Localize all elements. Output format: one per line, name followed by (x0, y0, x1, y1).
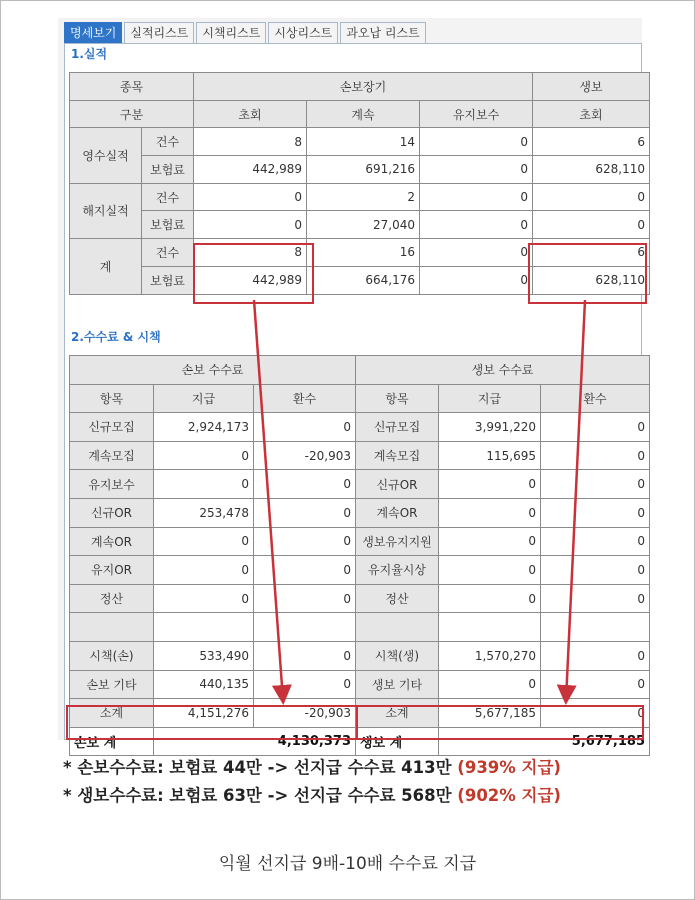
left-pay: 440,135 (154, 670, 254, 699)
right-pay: 115,695 (439, 441, 541, 470)
cell-value: 6 (533, 128, 650, 156)
life-total-value: 5,677,185 (439, 727, 650, 756)
left-item: 유지보수 (70, 470, 154, 499)
left-item: 신규OR (70, 498, 154, 527)
left-pay: 0 (154, 584, 254, 613)
header-first: 초회 (194, 100, 307, 128)
left-pay: 4,151,276 (154, 699, 254, 728)
cell-value: 6 (533, 239, 650, 267)
cell-value: 2 (307, 183, 420, 211)
right-pay: 0 (439, 527, 541, 556)
col-pay: 지급 (154, 384, 254, 413)
left-refund: 0 (254, 413, 356, 442)
group-total: 계 (70, 239, 142, 294)
right-pay: 0 (439, 470, 541, 499)
cell-value: 8 (194, 239, 307, 267)
header-renewal: 계속 (307, 100, 420, 128)
left-item: 신규모집 (70, 413, 154, 442)
cell-value: 0 (420, 128, 533, 156)
left-pay: 0 (154, 441, 254, 470)
left-item: 계속OR (70, 527, 154, 556)
row-label: 보험료 (142, 266, 194, 294)
tab-incentive-list[interactable]: 시책리스트 (196, 22, 266, 43)
right-refund: 0 (541, 527, 650, 556)
cell-value: 628,110 (533, 156, 650, 184)
row-label: 건수 (142, 239, 194, 267)
col-pay: 지급 (439, 384, 541, 413)
right-item: 정산 (356, 584, 439, 613)
header-division: 구분 (70, 100, 194, 128)
cell-value: 664,176 (307, 266, 420, 294)
right-refund: 0 (541, 641, 650, 670)
right-pay: 0 (439, 498, 541, 527)
cell-value: 0 (194, 183, 307, 211)
left-pay: 0 (154, 527, 254, 556)
note-nonlife-text: * 손보수수료: 보험료 44만 -> 선지급 수수료 413만 (63, 758, 452, 777)
cell-value: 8 (194, 128, 307, 156)
col-refund: 환수 (254, 384, 356, 413)
right-pay: 1,570,270 (439, 641, 541, 670)
right-item: 시책(생) (356, 641, 439, 670)
header-life: 생보 (533, 73, 650, 101)
right-refund: 0 (541, 498, 650, 527)
section1-title: 1.실적 (71, 47, 108, 61)
right-item: 소계 (356, 699, 439, 728)
left-refund: 0 (254, 556, 356, 585)
right-refund: 0 (541, 699, 650, 728)
right-refund: 0 (541, 670, 650, 699)
tab-award-list[interactable]: 시상리스트 (268, 22, 338, 43)
cell-value: 0 (533, 183, 650, 211)
left-refund: 0 (254, 641, 356, 670)
header-item: 종목 (70, 73, 194, 101)
row-label: 보험료 (142, 156, 194, 184)
note-life-percent: (902% 지급) (457, 786, 561, 805)
nonlife-total-value: 4,130,373 (154, 727, 356, 756)
left-refund: -20,903 (254, 699, 356, 728)
left-refund: 0 (254, 470, 356, 499)
right-refund: 0 (541, 413, 650, 442)
life-commission-header: 생보 수수료 (356, 356, 650, 385)
row-label: 건수 (142, 128, 194, 156)
right-item: 신규모집 (356, 413, 439, 442)
cell-value: 0 (420, 239, 533, 267)
left-item: 정산 (70, 584, 154, 613)
right-refund: 0 (541, 556, 650, 585)
section2-title: 2.수수료 & 시책 (71, 330, 161, 344)
right-refund: 0 (541, 441, 650, 470)
left-refund: 0 (254, 498, 356, 527)
left-pay: 2,924,173 (154, 413, 254, 442)
cell-value: 16 (307, 239, 420, 267)
header-life-first: 초회 (533, 100, 650, 128)
left-refund: 0 (254, 584, 356, 613)
right-pay: 0 (439, 584, 541, 613)
col-refund: 환수 (541, 384, 650, 413)
left-pay: 0 (154, 556, 254, 585)
left-pay: 533,490 (154, 641, 254, 670)
right-pay: 0 (439, 556, 541, 585)
note-life (63, 782, 561, 806)
left-pay: 0 (154, 470, 254, 499)
cell-value: 442,989 (194, 266, 307, 294)
right-item: 계속모집 (356, 441, 439, 470)
note-nonlife (63, 754, 561, 778)
tab-statement[interactable]: 명세보기 (64, 22, 122, 43)
right-item: 생보유지지원 (356, 527, 439, 556)
right-item: 신규OR (356, 470, 439, 499)
cell-value: 0 (420, 156, 533, 184)
right-refund: 0 (541, 470, 650, 499)
note-nonlife-percent: (939% 지급) (457, 758, 561, 777)
cell-value: 691,216 (307, 156, 420, 184)
cell-value: 0 (194, 211, 307, 239)
arrow-nonlife (254, 300, 283, 700)
left-refund: -20,903 (254, 441, 356, 470)
note-life-text: * 생보수수료: 보험료 63만 -> 선지급 수수료 568만 (63, 786, 452, 805)
row-label: 건수 (142, 183, 194, 211)
left-refund: 0 (254, 670, 356, 699)
tab-overpayment-list[interactable]: 과오납 리스트 (340, 22, 425, 43)
cell-value: 442,989 (194, 156, 307, 184)
left-item: 시책(손) (70, 641, 154, 670)
life-total-label: 생보 계 (356, 727, 439, 756)
right-pay: 5,677,185 (439, 699, 541, 728)
cell-value: 0 (420, 211, 533, 239)
tab-performance-list[interactable]: 실적리스트 (124, 22, 194, 43)
cell-value: 14 (307, 128, 420, 156)
col-item: 항목 (70, 384, 154, 413)
nonlife-commission-header: 손보 수수료 (70, 356, 356, 385)
right-pay: 0 (439, 670, 541, 699)
left-pay: 253,478 (154, 498, 254, 527)
group-cancelled: 해지실적 (70, 183, 142, 238)
header-nonlife-long: 손보장기 (194, 73, 533, 101)
cell-value: 27,040 (307, 211, 420, 239)
cell-value: 0 (420, 266, 533, 294)
right-pay: 3,991,220 (439, 413, 541, 442)
row-label: 보험료 (142, 211, 194, 239)
right-item: 계속OR (356, 498, 439, 527)
arrow-life (566, 300, 585, 700)
right-item: 생보 기타 (356, 670, 439, 699)
caption: 익월 선지급 9배-10배 수수료 지급 (218, 854, 477, 874)
left-item: 소계 (70, 699, 154, 728)
right-item: 유지율시상 (356, 556, 439, 585)
left-refund: 0 (254, 527, 356, 556)
right-refund: 0 (541, 584, 650, 613)
cell-value: 0 (420, 183, 533, 211)
left-item: 계속모집 (70, 441, 154, 470)
col-item: 항목 (356, 384, 439, 413)
group-received: 영수실적 (70, 128, 142, 183)
left-item: 유지OR (70, 556, 154, 585)
left-item: 손보 기타 (70, 670, 154, 699)
nonlife-total-label: 손보 계 (70, 727, 154, 756)
cell-value: 628,110 (533, 266, 650, 294)
cell-value: 0 (533, 211, 650, 239)
header-maintenance: 유지보수 (420, 100, 533, 128)
